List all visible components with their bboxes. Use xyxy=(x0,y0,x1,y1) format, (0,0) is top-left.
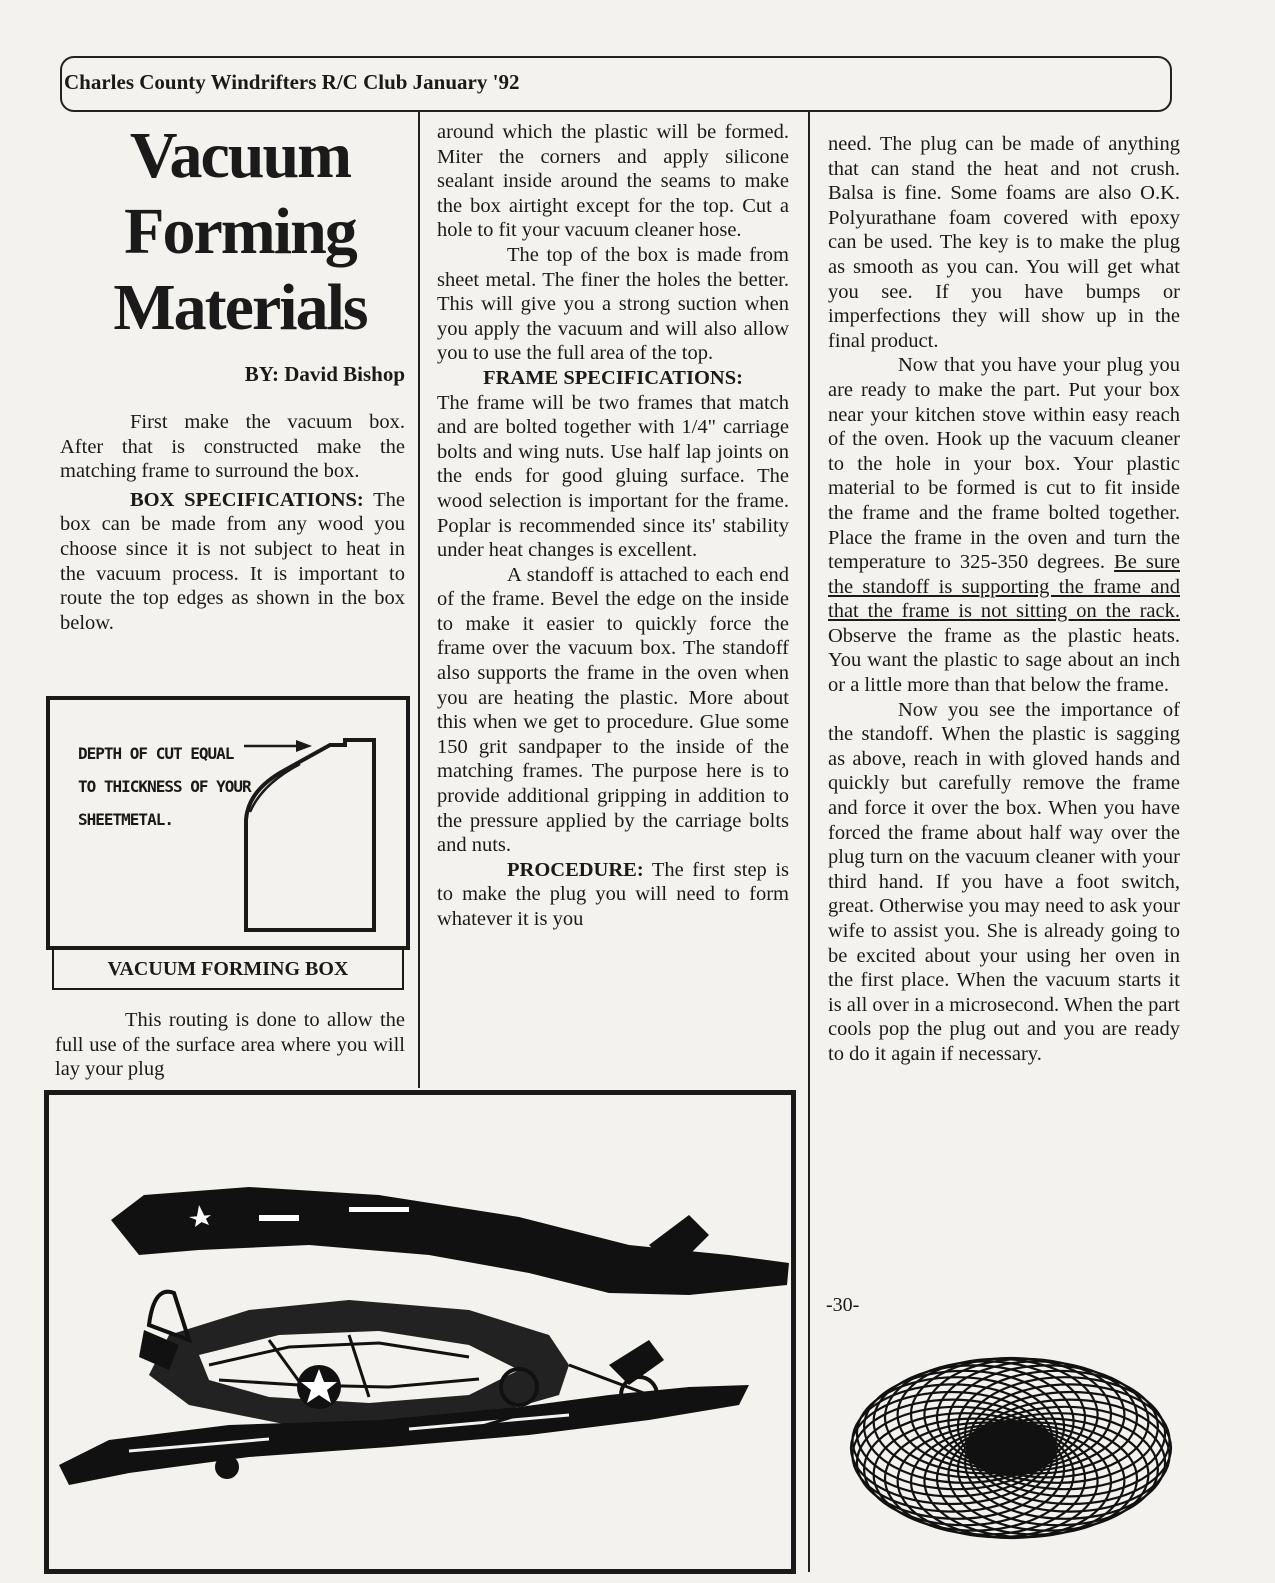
paragraph: The top of the box is made from sheet metal. The finer the holes the better. This will give you a strong suction when you apply the vacuum and will also allow you to use the full area of the top. xyxy=(437,243,789,365)
article-title xyxy=(70,118,410,346)
paragraph-text: The box can be made from any wood you choose since it is not subject to heat in the vacuum process. It is important to route the top edges as shown in the box below. xyxy=(60,488,405,634)
paragraph-text: Observe the frame as the plastic heats. You want the plastic to sage about an inch or a little more than that below the frame. xyxy=(828,624,1180,697)
diagram-caption: VACUUM FORMING BOX xyxy=(52,948,404,990)
paragraph-text: Now that you have your plug you are ready to make the part. Put your box near your kitchen stove within easy reach of the oven. Hook up the vacuum cleaner to the hole in your box. Your plastic material to be formed is cut to fit inside the frame and the frame bolted together. Place the frame in the oven and turn the temperature to 325-350 degrees. xyxy=(828,354,1180,574)
paragraph xyxy=(828,353,1180,697)
section-heading: FRAME SPECIFICATIONS: xyxy=(483,366,743,389)
paragraph: A standoff is attached to each end of the frame. Bevel the edge on the inside to make it easier to quickly force the frame over the vacuum box. The standoff also supports the frame in the oven when you are heating the plastic. More about this when we get to procedure. Glue some 150 grit sandpaper to the inside of the matching frames. The purpose here is to provide additional gripping in addition to the pressure applied by the carriage bolts and nuts. xyxy=(437,563,789,857)
title-line: Materials xyxy=(113,271,367,344)
diagram-label xyxy=(78,737,278,836)
column-3 xyxy=(828,132,1180,1067)
title-line: Forming xyxy=(124,195,356,268)
title-line: Vacuum xyxy=(129,119,351,192)
paragraph: need. The plug can be made of anything that can stand the heat and not crush. Balsa is fine. Some foams are also O.K. Polyurathane foam covered with epoxy can be used. The key is to make the plug as smooth as you can. You will get what you see. If you have bumps or imperfections they will show up in the final product. xyxy=(828,133,1180,352)
paragraph xyxy=(437,858,789,932)
diagram-label-line: DEPTH OF CUT EQUAL xyxy=(78,744,234,763)
paragraph xyxy=(60,488,405,636)
diagram-label-line: SHEETMETAL. xyxy=(78,810,173,829)
column-divider-right xyxy=(808,112,810,1572)
column-divider-left xyxy=(418,112,420,1088)
newsletter-header-title: Charles County Windrifters R/C Club January '92 xyxy=(64,70,520,94)
section-heading: BOX SPECIFICATIONS: xyxy=(130,488,364,511)
spirograph-center xyxy=(965,1420,1057,1476)
paragraph: around which the plastic will be formed. Miter the corners and apply silicone sealant inside around the seams to make the box airtight except for the top. Cut a hole to fit your vacuum cleaner hose. xyxy=(437,121,789,242)
paragraph: Now you see the importance of the standoff. When the plastic is sagging as above, reach in with gloved hands and quickly but carefully remove the frame and force it over the box. When you have forced the frame about half way over the plug turn on the vacuum cleaner with your third hand. If you have a foot switch, great. Otherwise you may need to ask your wife to assist you. She is already going to be excited about your using her oven in the first place. When the vacuum starts it is all over in a microsecond. When the part cools pop the plug out and you are ready to do it again if necessary. xyxy=(828,698,1180,1065)
airplane-illustration xyxy=(49,1095,791,1569)
section-heading: PROCEDURE: xyxy=(507,858,644,881)
byline: BY: David Bishop xyxy=(244,362,405,386)
paragraph: First make the vacuum box. After that is constructed make the matching frame to surround the box. xyxy=(60,411,405,483)
spirograph-ornament xyxy=(846,1356,1176,1540)
column-1 xyxy=(60,410,405,635)
page-number: -30- xyxy=(826,1294,860,1316)
column-2 xyxy=(437,120,789,932)
column-1-continued xyxy=(55,1008,405,1082)
paragraph: This routing is done to allow the full use of the surface area where you will lay your plug xyxy=(55,1009,405,1081)
paragraph: The frame will be two frames that match and are bolted together with 1/4" carriage bolts and wing nuts. Use half lap joints on the ends for good gluing surface. The wood selection is important for the frame. Poplar is recommended since its' stability under heat changes is excellent. xyxy=(437,391,789,562)
diagram-label-line: TO THICKNESS OF YOUR xyxy=(78,777,251,796)
paragraph-text: The first step is to make the plug you will need to form whatever it is you xyxy=(437,858,789,930)
underlined-warning: Be sure the standoff is supporting the frame and that the frame is not sitting on the rack. xyxy=(828,551,1180,623)
